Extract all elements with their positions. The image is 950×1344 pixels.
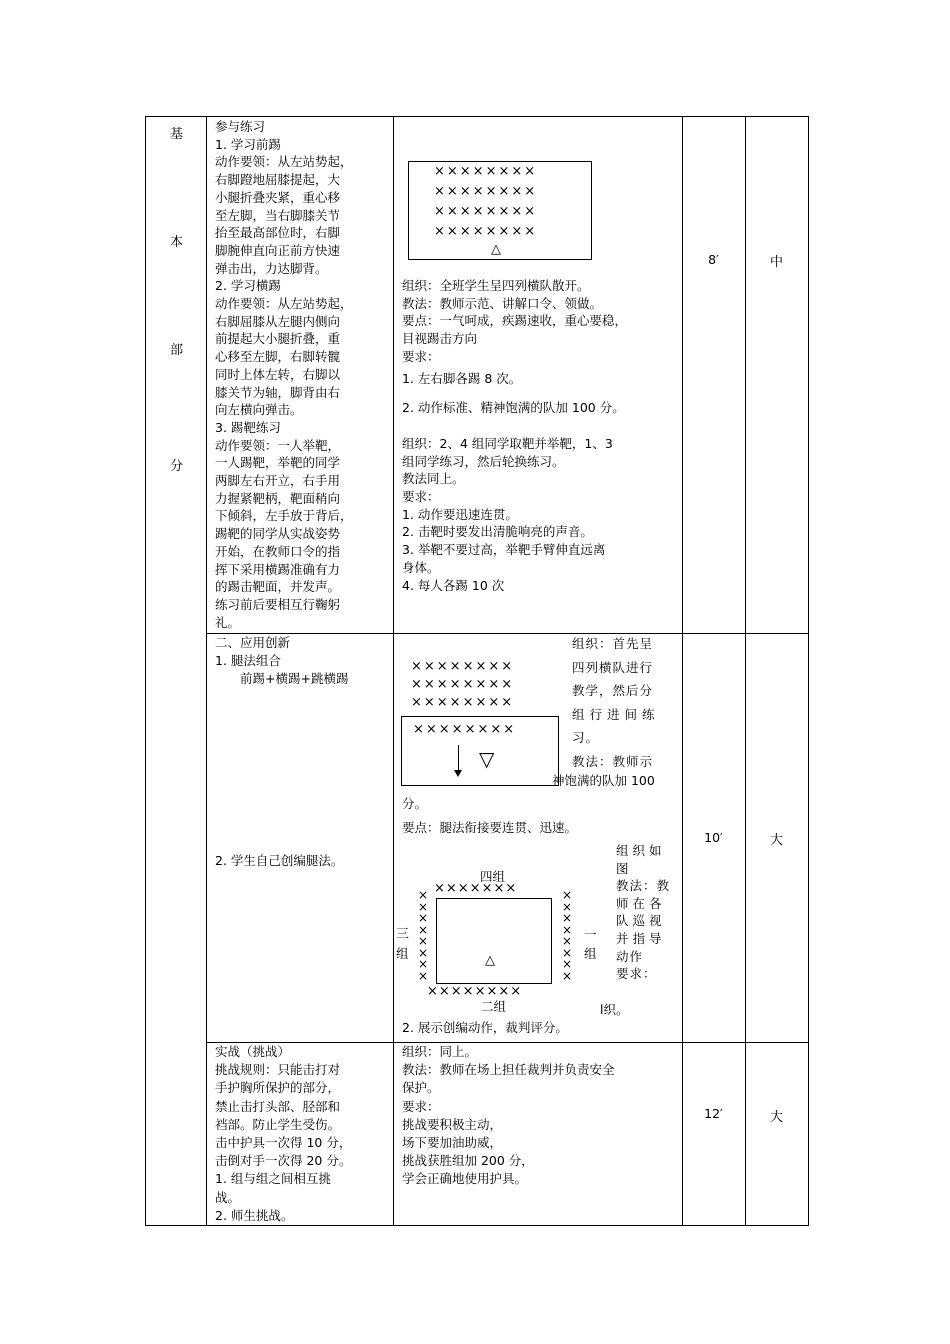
table-border-left (145, 116, 146, 1226)
text-line: 2. 击靶时要发出清脆响亮的声音。 (402, 524, 593, 540)
text-line: 教法：教 (616, 878, 671, 894)
text-line: 组织：同上。 (402, 1044, 478, 1059)
text-line: 两脚左右开立，右手用 (215, 473, 341, 489)
text-line: 要求： (402, 489, 440, 505)
text-line: 开始，在教师口令的指 (215, 543, 341, 559)
text-line: 练习前后要相互行鞠躬 (215, 596, 341, 612)
row2-key-point: 要点：腿法衔接要连贯、迅速。 (402, 820, 578, 835)
table-divider-4 (745, 116, 746, 1226)
group-label-right: 一 (584, 927, 597, 942)
row2-fragment: l织。 (600, 1002, 629, 1017)
text-line: 脚腕伸直向正前方快速 (215, 242, 341, 258)
text-line: 3. 踢靶练习 (215, 419, 281, 435)
text-line: 的踢击靶面，并发声。 (215, 579, 341, 595)
row2-right-text (616, 842, 680, 983)
row2-partial-line: 神饱满的队加 100 (552, 773, 655, 788)
text-line: 教法：教师示范、讲解口令、领做。 (402, 295, 603, 311)
text-line: 禁止击打头部、胫部和 (215, 1098, 341, 1114)
text-line: 裆部。防止学生受伤。 (215, 1116, 341, 1132)
text-line: 保护。 (402, 1080, 440, 1096)
text-line: 参与练习 (215, 119, 266, 134)
text-line: 挑战规则：只能击打对 (215, 1062, 341, 1078)
row1-intensity: 中 (769, 255, 783, 270)
text-line: 图 (616, 860, 630, 876)
row1-content (215, 118, 389, 631)
text-line: 弹击出，力达脚背。 (215, 260, 328, 276)
text-line: 动作要领：一人举靶， (215, 437, 341, 453)
section-label-char: 基 (170, 127, 184, 142)
text-line: 至左脚，当右脚膝关节 (215, 207, 341, 223)
row2-heading: 二、应用创新 (215, 635, 291, 650)
row1-time: 8′ (708, 252, 719, 267)
text-line: 右脚蹬地屈膝提起，大 (215, 172, 341, 188)
formation-row: ×××××××× (434, 164, 538, 179)
text-line: 2. 动作标准、精神饱满的队加 100 分。 (402, 400, 625, 416)
text-line: 1. 学习前踢 (215, 136, 281, 152)
section-label-char: 部 (170, 343, 184, 358)
text-line: 身体。 (402, 559, 440, 575)
text-line: 挑战获胜组加 200 分， (402, 1153, 534, 1169)
text-line: 场下要加油助威， (402, 1135, 503, 1151)
group-label-left: 组 (396, 946, 409, 961)
text-line: 组织：全班学生呈四列横队散开。 (402, 278, 590, 293)
row2-item-1: 1. 腿法组合 (215, 653, 281, 668)
row2-bottom-text: 2. 展示创编动作，裁判评分。 (402, 1020, 568, 1035)
text-line: 师在各 (616, 895, 666, 911)
x-row-bottom: ×××××××× (427, 984, 523, 999)
text-line: 组织如 (616, 843, 666, 858)
text-line: 习。 (572, 730, 600, 745)
text-line: 礼。 (215, 614, 241, 630)
table-divider-2 (393, 116, 394, 1226)
text-line: 力握紧靶柄，靶面稍向 (215, 490, 341, 506)
formation-row: ×××××××× (411, 695, 515, 710)
formation-diagram (436, 898, 552, 984)
x-column-right: × × × × × × × × (561, 888, 573, 983)
text-line: 教法：教师在场上担任裁判并负责安全 (402, 1062, 615, 1078)
text-line: 组织：2、4 组同学取靶并举靶，1、3 (402, 435, 613, 451)
text-line: 踢靶的同学从实战姿势 (215, 526, 341, 542)
text-line: 要求： (402, 348, 440, 364)
table-divider-3 (682, 116, 683, 1226)
text-line: 心移至左脚，右脚转髋 (215, 349, 341, 365)
text-line: 2. 学习横踢 (215, 278, 281, 294)
text-line: 抬至最高部位时，右脚 (215, 225, 341, 241)
group-label-top: 四组 (480, 869, 506, 884)
text-line: 目视踢击方向 (402, 331, 478, 347)
row3-organization (402, 1043, 678, 1189)
text-line: 队巡视 (616, 913, 666, 929)
row2-time: 10′ (704, 830, 723, 845)
text-line: 4. 每人各踢 10 次 (402, 577, 505, 593)
text-line: 1. 组与组之间相互挑 (215, 1171, 331, 1187)
row2-item-2: 2. 学生自己创编腿法。 (215, 853, 344, 868)
teacher-icon: ▽ (479, 747, 495, 771)
text-line: 挑战要积极主动， (402, 1116, 503, 1132)
text-line: 要求： (616, 966, 657, 982)
section-label-char: 分 (170, 459, 184, 474)
row-divider-1 (206, 633, 809, 634)
text-line: 小腿折叠夹紧，重心移 (215, 189, 341, 205)
formation-row: ×××××××× (411, 677, 515, 692)
text-line: 动作 (616, 948, 644, 964)
group-label-left: 三 (396, 927, 410, 942)
text-line: 组行进间练 (572, 706, 660, 722)
teacher-icon: △ (485, 953, 495, 968)
text-line: 击倒对手一次得 20 分。 (215, 1153, 352, 1169)
text-line: 手护胸所保护的部分， (215, 1080, 341, 1096)
text-line: 四列横队进行 (572, 659, 654, 675)
text-line: 要求： (402, 1098, 440, 1114)
table-border-top (145, 116, 809, 117)
text-line: 3. 举靶不要过高，举靶手臂伸直远离 (402, 542, 606, 558)
x-column-left: × × × × × × × × (417, 888, 429, 983)
text-line: 组织：首先呈 (572, 636, 654, 651)
text-line: 教法：教师示 (572, 753, 654, 769)
formation-row: ×××××××× (434, 224, 538, 239)
text-line: 1. 左右脚各踢 8 次。 (402, 370, 522, 386)
formation-row: ×××××××× (434, 204, 538, 219)
text-line: 前提起大小腿折叠，重 (215, 331, 341, 347)
formation-row: ×××××××× (434, 184, 538, 199)
text-line: 右脚屈膝从左腿内侧向 (215, 313, 341, 329)
text-line: 并指导 (616, 930, 666, 946)
text-line: 一人踢靶，举靶的同学 (215, 455, 341, 471)
teacher-icon: △ (491, 242, 501, 257)
row2-item-1-detail: 前踢+横踢+跳横踢 (240, 671, 349, 686)
text-line: 击中护具一次得 10 分， (215, 1135, 352, 1151)
row1-organization (402, 277, 678, 594)
row3-time: 12′ (704, 1106, 723, 1121)
text-line: 向左横向弹击。 (215, 402, 303, 418)
text-line: 教学，然后分 (572, 683, 654, 698)
row2-side-text (572, 632, 680, 773)
row2-intensity: 大 (769, 833, 783, 848)
arrow-head-icon (454, 770, 462, 777)
text-line: 实战（挑战） (215, 1044, 291, 1059)
formation-row: ×××××××× (413, 722, 517, 737)
text-line: 教法同上。 (402, 471, 465, 487)
text-line: 要点：一气呵成，疾踢速收，重心要稳， (402, 313, 628, 329)
text-line: 挥下采用横踢准确有力 (215, 561, 341, 577)
table-border-right (808, 116, 809, 1226)
row3-intensity: 大 (769, 1110, 783, 1125)
table-divider-1 (206, 116, 207, 1226)
table-border-bottom (145, 1225, 809, 1226)
text-line: 1. 动作要迅速连贯。 (402, 506, 518, 522)
text-line: 2. 师生挑战。 (215, 1207, 294, 1223)
text-line: 战。 (215, 1189, 241, 1205)
text-line: 动作要领：从左站势起， (215, 296, 353, 312)
section-label-char: 本 (170, 235, 184, 250)
text-line: 下倾斜，左手放于背后， (215, 508, 353, 524)
text-line: 同时上体左转，右脚以 (215, 366, 341, 382)
text-line: 学会正确地使用护具。 (402, 1171, 528, 1187)
formation-row: ×××××××× (411, 659, 515, 674)
x-row-top: ××××××× (434, 881, 518, 896)
text-line: 组同学练习，然后轮换练习。 (402, 453, 565, 469)
group-label-bottom: 二组 (481, 999, 507, 1014)
group-label-right: 组 (584, 946, 597, 961)
text-line: 动作要领：从左站势起， (215, 154, 353, 170)
text-line: 膝关节为轴，脚背由右 (215, 384, 341, 400)
row2-partial-line-2: 分。 (402, 796, 428, 811)
row3-content (215, 1043, 389, 1225)
